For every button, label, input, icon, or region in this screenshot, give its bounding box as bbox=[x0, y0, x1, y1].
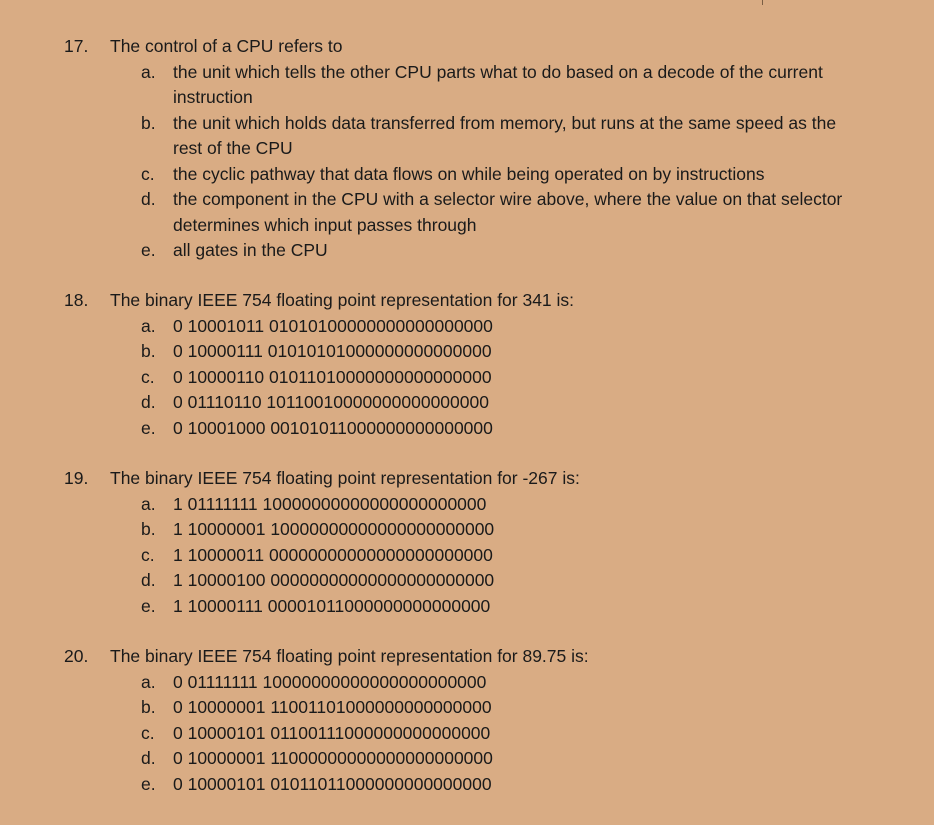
option-a bbox=[64, 670, 864, 696]
option-b bbox=[64, 339, 864, 365]
question-stem bbox=[64, 644, 864, 670]
option-text: 0 10001011 01010100000000000000000 bbox=[173, 315, 493, 336]
question-text: The binary IEEE 754 floating point representation for 89.75 is: bbox=[110, 646, 589, 666]
option-text: 1 10000011 00000000000000000000000 bbox=[173, 544, 493, 565]
option-letter: b. bbox=[141, 519, 156, 539]
option-text: 1 10000111 00001011000000000000000 bbox=[173, 595, 491, 616]
question-stem bbox=[64, 288, 864, 314]
question-number: 17. bbox=[64, 36, 89, 56]
option-text: the component in the CPU with a selector wire above, where the value on that selector determines which input passes through bbox=[173, 189, 843, 235]
option-d bbox=[64, 390, 864, 416]
question-number: 18. bbox=[64, 290, 89, 310]
option-d bbox=[64, 568, 864, 594]
option-e bbox=[64, 238, 864, 264]
option-text: 0 10000101 01011011000000000000000 bbox=[173, 773, 492, 794]
option-letter: d. bbox=[141, 570, 156, 590]
option-list bbox=[64, 314, 864, 442]
option-text: 0 10000111 01010101000000000000000 bbox=[173, 341, 492, 361]
question-stem bbox=[64, 466, 864, 492]
option-d bbox=[64, 187, 864, 238]
option-e bbox=[64, 416, 864, 442]
question-text: The binary IEEE 754 floating point representation for -267 is: bbox=[110, 468, 580, 488]
option-letter: a. bbox=[141, 493, 156, 514]
option-text: 0 01111111 10000000000000000000000 bbox=[173, 671, 487, 692]
option-text: the unit which tells the other CPU parts what to do based on a decode of the current instruction bbox=[173, 61, 823, 107]
option-list bbox=[64, 492, 864, 620]
question-text: The binary IEEE 754 floating point representation for 341 is: bbox=[110, 290, 575, 310]
option-text: 0 10000001 11000000000000000000000 bbox=[173, 748, 493, 768]
question-17 bbox=[64, 34, 864, 264]
option-list bbox=[64, 60, 864, 264]
question-18 bbox=[64, 288, 864, 441]
option-letter: c. bbox=[141, 366, 155, 387]
question-20 bbox=[64, 644, 864, 797]
option-letter: b. bbox=[141, 112, 156, 133]
option-a bbox=[64, 60, 864, 111]
option-letter: e. bbox=[141, 417, 156, 438]
question-number: 20. bbox=[64, 646, 89, 666]
option-e bbox=[64, 772, 864, 798]
option-letter: d. bbox=[141, 748, 156, 768]
option-text: the unit which holds data transferred from memory, but runs at the same speed as the rest of the CPU bbox=[173, 112, 837, 158]
option-letter: e. bbox=[141, 595, 156, 616]
option-list bbox=[64, 670, 864, 798]
option-c bbox=[64, 543, 864, 569]
option-text: 0 10000001 11001101000000000000000 bbox=[173, 697, 492, 717]
option-text: 0 10000101 01100111000000000000000 bbox=[173, 722, 491, 743]
option-text: 0 10000110 01011010000000000000000 bbox=[173, 366, 492, 387]
option-text: all gates in the CPU bbox=[173, 240, 328, 260]
option-c bbox=[64, 162, 864, 188]
question-19 bbox=[64, 466, 864, 619]
option-letter: e. bbox=[141, 240, 156, 260]
option-text: 1 01111111 10000000000000000000000 bbox=[173, 493, 487, 514]
option-b bbox=[64, 695, 864, 721]
option-a bbox=[64, 492, 864, 518]
option-letter: b. bbox=[141, 697, 156, 717]
option-b bbox=[64, 111, 864, 162]
option-letter: c. bbox=[141, 722, 155, 743]
option-letter: e. bbox=[141, 773, 156, 794]
question-number: 19. bbox=[64, 468, 89, 488]
option-a bbox=[64, 314, 864, 340]
top-edge-mark bbox=[762, 0, 763, 5]
option-e bbox=[64, 594, 864, 620]
option-text: 0 10001000 00101011000000000000000 bbox=[173, 417, 493, 438]
option-b bbox=[64, 517, 864, 543]
option-text: 1 10000001 10000000000000000000000 bbox=[173, 519, 495, 539]
question-text: The control of a CPU refers to bbox=[110, 36, 343, 56]
option-letter: a. bbox=[141, 671, 156, 692]
option-text: 0 01110110 10110010000000000000000 bbox=[173, 392, 489, 412]
question-stem bbox=[64, 34, 864, 60]
option-letter: b. bbox=[141, 341, 156, 361]
option-letter: c. bbox=[141, 163, 155, 184]
option-d bbox=[64, 746, 864, 772]
option-c bbox=[64, 365, 864, 391]
option-letter: c. bbox=[141, 544, 155, 565]
option-text: the cyclic pathway that data flows on while being operated on by instructions bbox=[173, 163, 765, 184]
option-letter: a. bbox=[141, 61, 156, 82]
option-letter: d. bbox=[141, 392, 156, 412]
option-c bbox=[64, 721, 864, 747]
option-letter: d. bbox=[141, 189, 156, 209]
option-text: 1 10000100 00000000000000000000000 bbox=[173, 570, 495, 590]
option-letter: a. bbox=[141, 315, 156, 336]
